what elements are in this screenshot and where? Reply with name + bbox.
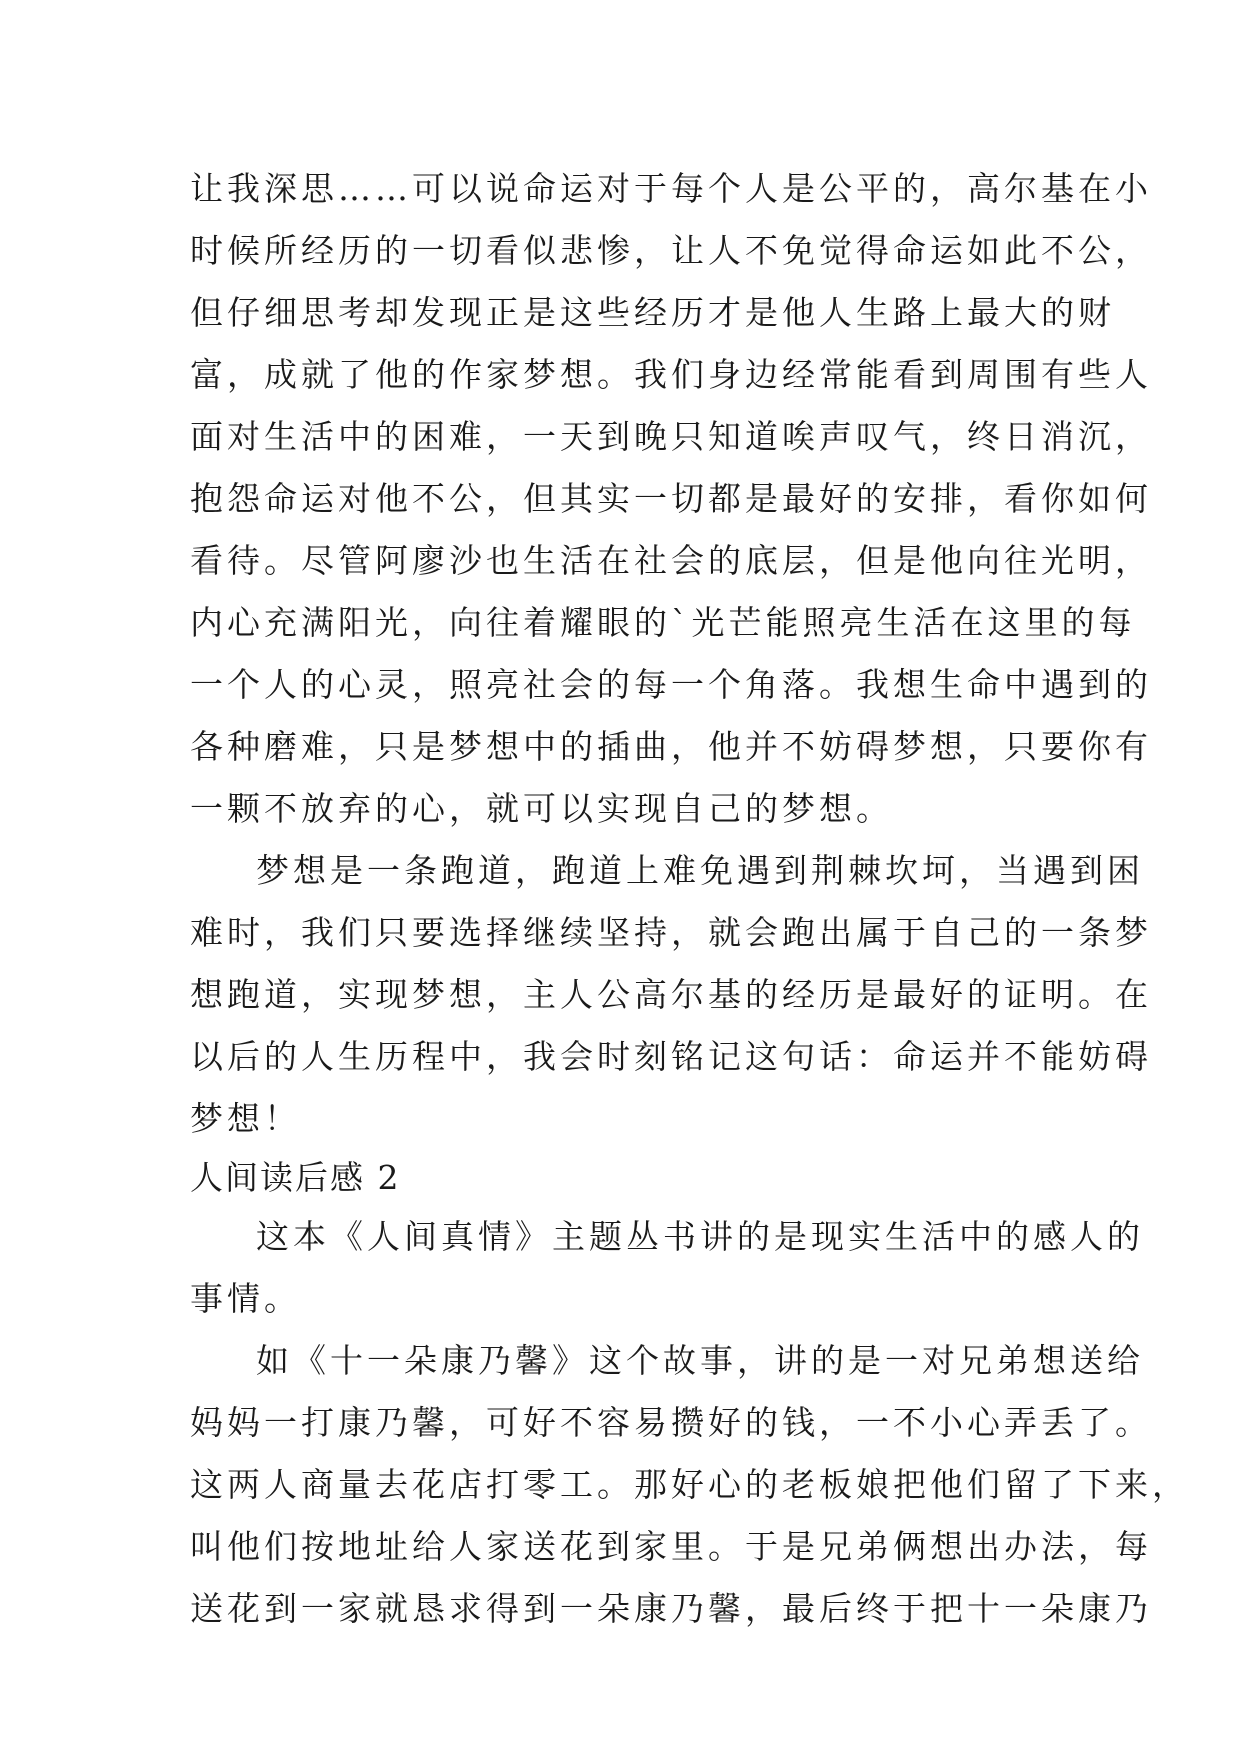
text-line: 叫他们按地址给人家送花到家里。于是兄弟俩想出办法，每 [190, 1527, 1152, 1566]
text-line: 梦想！ [190, 1099, 301, 1138]
text-line: 各种磨难，只是梦想中的插曲，他并不妨碍梦想，只要你有 [190, 727, 1152, 766]
paragraph-1 [190, 158, 1152, 840]
text-line: 富，成就了他的作家梦想。我们身边经常能看到周围有些人 [190, 355, 1152, 394]
text-line: 一个人的心灵，照亮社会的每一个角落。我想生命中遇到的 [190, 665, 1152, 704]
text-line: 想跑道，实现梦想，主人公高尔基的经历是最好的证明。在 [190, 975, 1152, 1014]
text-line: 妈妈一打康乃馨，可好不容易攒好的钱，一不小心弄丢了。 [190, 1403, 1152, 1442]
text-line: 这本《人间真情》主题丛书讲的是现实生活中的感人的 [256, 1217, 1144, 1256]
text-line: 内心充满阳光，向往着耀眼的`光芒能照亮生活在这里的每 [190, 603, 1136, 642]
text-line: 难时，我们只要选择继续坚持，就会跑出属于自己的一条梦 [190, 913, 1152, 952]
text-line: 如《十一朵康乃馨》这个故事，讲的是一对兄弟想送给 [256, 1341, 1144, 1380]
text-line: 这两人商量去花店打零工。那好心的老板娘把他们留了下来， [190, 1465, 1189, 1504]
text-line: 让我深思……可以说命运对于每个人是公平的，高尔基在小 [190, 169, 1152, 208]
text-line: 时候所经历的一切看似悲惨，让人不免觉得命运如此不公， [190, 231, 1152, 270]
text-line: 抱怨命运对他不公，但其实一切都是最好的安排，看你如何 [190, 479, 1152, 518]
text-line: 以后的人生历程中，我会时刻铭记这句话：命运并不能妨碍 [190, 1037, 1152, 1076]
text-line: 看待。尽管阿廖沙也生活在社会的底层，但是他向往光明， [190, 541, 1152, 580]
text-line: 一颗不放弃的心，就可以实现自己的梦想。 [190, 789, 893, 828]
section-heading: 人间读后感 2 [190, 1158, 401, 1197]
paragraph-2 [190, 840, 1152, 1150]
text-column [190, 158, 1189, 1640]
text-line: 送花到一家就恳求得到一朵康乃馨，最后终于把十一朵康乃 [190, 1589, 1152, 1628]
text-line: 面对生活中的困难，一天到晚只知道唉声叹气，终日消沉， [190, 417, 1152, 456]
paragraph-3 [190, 1206, 1144, 1330]
text-line: 但仔细思考却发现正是这些经历才是他人生路上最大的财 [190, 293, 1115, 332]
paragraph-4 [190, 1330, 1189, 1640]
text-line: 梦想是一条跑道，跑道上难免遇到荆棘坎坷，当遇到困 [256, 851, 1144, 890]
text-line: 事情。 [190, 1279, 301, 1318]
